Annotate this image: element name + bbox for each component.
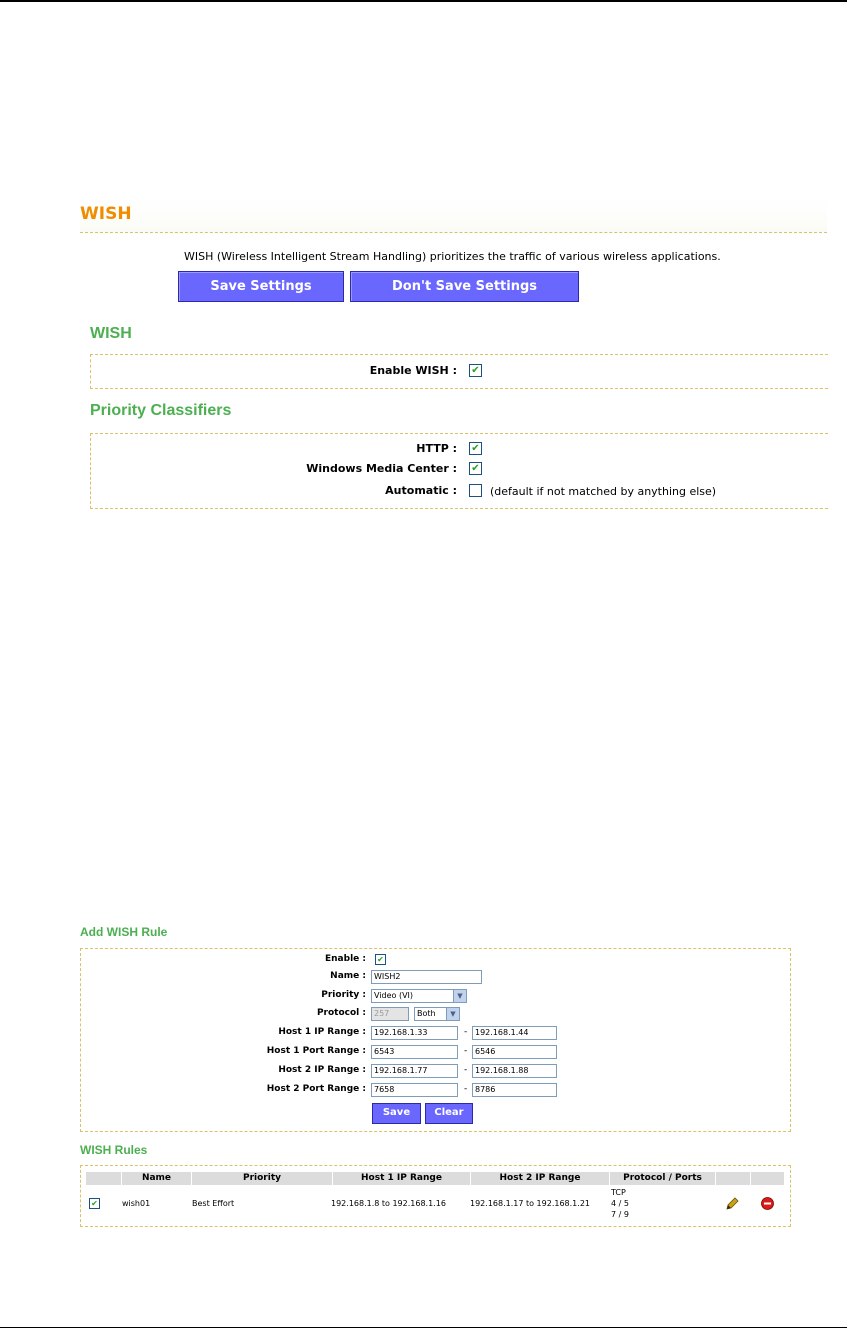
host2-port-from-input[interactable]: 7658 (371, 1083, 458, 1097)
host2-port-label: Host 2 Port Range : (266, 1084, 366, 1094)
delete-icon[interactable] (761, 1197, 774, 1210)
dont-save-settings-button[interactable]: Don't Save Settings (350, 271, 579, 302)
bottom-rule (0, 1327, 847, 1328)
host1-ip-label: Host 1 IP Range : (278, 1027, 366, 1037)
rule-protocol-select[interactable] (414, 1007, 460, 1021)
rule-row-ports2: 7 / 9 (611, 1210, 629, 1219)
rule-priority-value: Video (VI) (374, 991, 414, 1000)
range-separator: - (464, 1027, 468, 1037)
col-protocol: Protocol / Ports (623, 1173, 702, 1183)
rule-row-priority: Best Effort (192, 1199, 235, 1208)
range-separator: - (464, 1065, 468, 1075)
rule-row-protocol: TCP (611, 1188, 626, 1197)
rules-table-header (86, 1172, 784, 1185)
host1-ip-to-input[interactable]: 192.168.1.44 (472, 1026, 557, 1040)
wish-rules-title: WISH Rules (80, 1143, 148, 1157)
top-rule (0, 0, 847, 2)
priority-classifiers-title: Priority Classifiers (90, 402, 232, 419)
rule-name-input[interactable]: WISH2 (371, 970, 482, 984)
automatic-checkbox[interactable] (469, 484, 482, 497)
rule-clear-button[interactable]: Clear (425, 1103, 473, 1124)
host1-ip-from-input[interactable]: 192.168.1.33 (371, 1026, 458, 1040)
range-separator: - (464, 1084, 468, 1094)
chevron-down-icon: ▼ (446, 1008, 459, 1020)
automatic-note: (default if not matched by anything else) (490, 485, 717, 498)
col-host2: Host 2 IP Range (499, 1173, 581, 1183)
rule-enable-label: Enable : (325, 954, 366, 964)
rule-save-button[interactable]: Save (372, 1103, 421, 1124)
rule-row-ports1: 4 / 5 (611, 1199, 629, 1208)
rule-priority-label: Priority : (321, 990, 366, 1000)
wish-header (80, 198, 827, 233)
page-title: WISH (80, 204, 132, 224)
rule-protocol-label: Protocol : (316, 1008, 366, 1018)
host2-ip-to-input[interactable]: 192.168.1.88 (472, 1064, 557, 1078)
rule-row-host1: 192.168.1.8 to 192.168.1.16 (331, 1199, 446, 1208)
rule-enable-checkbox[interactable]: ✔ (375, 954, 386, 965)
rule-row-host2: 192.168.1.17 to 192.168.1.21 (470, 1199, 590, 1208)
col-name: Name (141, 1173, 172, 1183)
host2-ip-from-input[interactable]: 192.168.1.77 (371, 1064, 458, 1078)
rule-row-checkbox[interactable]: ✔ (89, 1198, 100, 1209)
host1-port-from-input[interactable]: 6543 (371, 1045, 458, 1059)
wmc-label: Windows Media Center : (306, 462, 457, 475)
range-separator: - (464, 1046, 468, 1056)
wish-section-title: WISH (90, 325, 132, 342)
wmc-checkbox[interactable]: ✔ (469, 462, 482, 475)
enable-wish-checkbox[interactable]: ✔ (469, 364, 482, 377)
host1-port-label: Host 1 Port Range : (266, 1046, 366, 1056)
enable-wish-label: Enable WISH : (369, 364, 457, 377)
add-rule-title: Add WISH Rule (80, 925, 168, 939)
automatic-label: Automatic : (385, 484, 457, 497)
rule-protocol-value: Both (417, 1009, 436, 1018)
rule-name-label: Name : (330, 971, 366, 981)
col-priority: Priority (243, 1173, 281, 1183)
chevron-down-icon: ▼ (453, 990, 466, 1002)
host1-port-to-input[interactable]: 6546 (472, 1045, 557, 1059)
host2-ip-label: Host 2 IP Range : (278, 1065, 366, 1075)
http-checkbox[interactable]: ✔ (469, 442, 482, 455)
save-settings-button[interactable]: Save Settings (178, 271, 344, 302)
pencil-icon[interactable] (726, 1197, 739, 1210)
rule-priority-select[interactable] (371, 989, 467, 1003)
intro-text: WISH (Wireless Intelligent Stream Handling) prioritizes the traffic of various wireless applications. (184, 250, 721, 263)
rule-row-name: wish01 (122, 1199, 151, 1208)
host2-port-to-input[interactable]: 8786 (472, 1083, 557, 1097)
rule-protocol-number[interactable]: 257 (371, 1007, 409, 1021)
col-host1: Host 1 IP Range (361, 1173, 442, 1183)
http-label: HTTP : (416, 442, 457, 455)
